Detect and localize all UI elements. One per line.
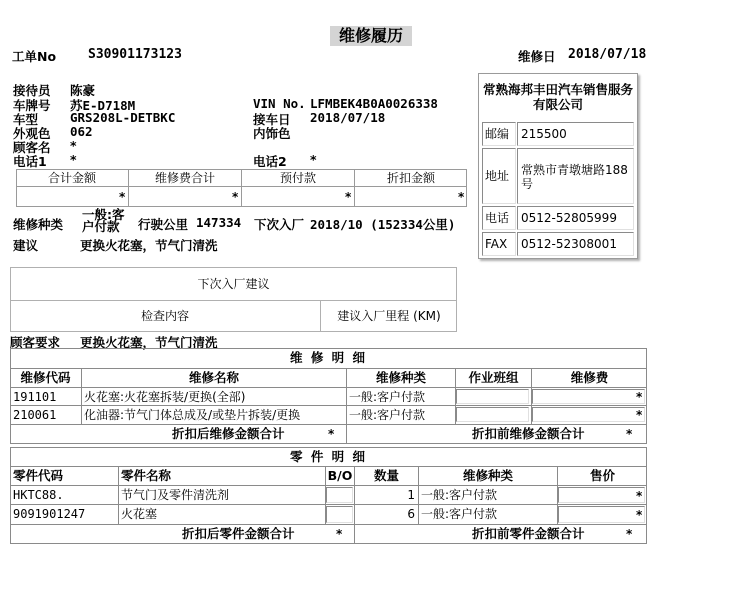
- repair-total-after-label: 折扣后维修金额合计: [172, 426, 285, 441]
- repair-col-code: 维修代码: [20, 370, 71, 385]
- receiver-label: 接待员: [13, 83, 51, 98]
- tel-label: 电话: [485, 211, 510, 225]
- zip-value: 215500: [521, 127, 567, 141]
- mileage-label: 行驶公里: [138, 217, 189, 232]
- repair-row-2-name: 化油器:节气门体总成及/或垫片拆装/更换: [84, 408, 301, 422]
- dealer-name: 常熟海邦丰田汽车销售服务有限公司: [482, 82, 633, 112]
- model-value: GRS208L-DETBKC: [70, 110, 176, 125]
- tel-value: 0512-52805999: [521, 211, 617, 225]
- customer-value: *: [70, 138, 77, 153]
- advice-label: 建议: [13, 238, 39, 253]
- next-visit-value: 2018/10 (152334公里): [310, 217, 456, 232]
- date-label: 维修日: [518, 49, 556, 64]
- sum-value-discount: *: [458, 190, 465, 204]
- phone2-label: 电话2: [253, 154, 287, 169]
- order-label: 工单No: [12, 49, 57, 64]
- repair-row-1-type: 一般:客户付款: [349, 390, 426, 404]
- parts-table-title: 零 件 明 细: [289, 449, 368, 464]
- parts-row-2-price: *: [636, 508, 643, 522]
- parts-row-1-qty: 1: [407, 488, 415, 502]
- fax-value: 0512-52308001: [521, 237, 617, 251]
- repair-col-type: 维修种类: [375, 370, 426, 385]
- phone1-value: *: [70, 152, 77, 167]
- parts-row-1-name: 节气门及零件清洗剂: [121, 488, 230, 502]
- addr-label: 地址: [485, 169, 510, 183]
- next-visit-label: 下次入厂: [254, 217, 305, 232]
- phone1-label: 电话1: [13, 154, 47, 169]
- parts-row-1-type: 一般:客户付款: [421, 488, 498, 502]
- customer-label: 顾客名: [13, 140, 51, 155]
- sum-header-total: 合计金额: [47, 171, 96, 185]
- service-type-label: 维修种类: [13, 217, 64, 232]
- advice-value: 更换火花塞，节气门清洗: [80, 238, 218, 253]
- parts-col-code: 零件代码: [13, 468, 64, 483]
- repair-row-2-code: 210061: [13, 408, 57, 422]
- sum-header-prepay: 预付款: [279, 171, 316, 185]
- parts-col-price: 售价: [589, 468, 615, 483]
- page-title: 维修履历: [330, 26, 412, 46]
- sum-value-repair: *: [232, 190, 239, 204]
- interior-label: 内饰色: [253, 126, 291, 141]
- repair-row-1-code: 191101: [13, 390, 57, 404]
- sum-value-total: *: [119, 190, 126, 204]
- customer-request-value: 更换火花塞，节气门清洗: [80, 335, 218, 350]
- parts-row-2-code: 9091901247: [13, 507, 86, 521]
- parts-col-type: 维修种类: [462, 468, 513, 483]
- repair-total-before-label: 折扣前维修金额合计: [472, 426, 585, 441]
- parts-row-1-code: HKTC88.: [13, 488, 64, 502]
- model-label: 车型: [13, 112, 39, 127]
- repair-row-1-fee: *: [636, 390, 643, 404]
- color-value: 062: [70, 124, 93, 139]
- sum-value-prepay: *: [345, 190, 352, 204]
- repair-date: 2018/07/18: [568, 47, 647, 62]
- color-label: 外观色: [13, 126, 51, 141]
- vin-label: VIN No.: [253, 96, 306, 111]
- repair-col-name: 维修名称: [188, 370, 239, 385]
- parts-total-after-label: 折扣后零件金额合计: [182, 526, 295, 541]
- repair-col-team: 作业班组: [468, 370, 519, 385]
- phone2-value: *: [310, 152, 317, 167]
- parts-col-bo: B/O: [327, 468, 353, 483]
- parts-total-after-value: *: [336, 527, 343, 541]
- parts-total-before-label: 折扣前零件金额合计: [472, 526, 585, 541]
- parts-row-2-qty: 6: [407, 507, 415, 521]
- parts-row-2-type: 一般:客户付款: [421, 507, 498, 521]
- sum-header-discount: 折扣金额: [386, 171, 435, 185]
- parts-row-1-price: *: [636, 489, 643, 503]
- parts-col-qty: 数量: [373, 468, 399, 483]
- repair-total-before-value: *: [626, 427, 633, 441]
- next-visit-title: 下次入厂建议: [197, 277, 270, 291]
- parts-col-name: 零件名称: [121, 468, 172, 483]
- repair-total-after-value: *: [328, 427, 335, 441]
- receiver-value: 陈豪: [70, 83, 96, 98]
- repair-col-fee: 维修费: [570, 370, 609, 385]
- receive-date-value: 2018/07/18: [310, 110, 386, 125]
- addr-value: 常熟市青墩塘路188号: [521, 163, 628, 191]
- parts-row-2-name: 火花塞: [121, 507, 158, 521]
- fax-label: FAX: [485, 237, 508, 251]
- plate-label: 车牌号: [13, 98, 51, 113]
- zip-label: 邮编: [485, 127, 510, 141]
- repair-table-title: 维 修 明 细: [289, 350, 368, 365]
- mileage-value: 147334: [196, 215, 242, 230]
- repair-row-2-type: 一般:客户付款: [349, 408, 426, 422]
- sum-header-repair: 维修费合计: [154, 171, 215, 185]
- check-content-label: 检查内容: [140, 309, 189, 323]
- suggest-mileage-label: 建议入厂里程 (KM): [337, 309, 441, 323]
- receive-date-label: 接车日: [253, 112, 291, 127]
- order-no: S30901173123: [88, 47, 182, 62]
- service-type-value: 一般:客户付款: [82, 207, 125, 234]
- repair-row-1-name: 火花塞:火花塞拆装/更换(全部): [84, 390, 246, 404]
- plate-value: 苏E-D718M: [70, 98, 136, 113]
- customer-request-label: 顾客要求: [10, 335, 61, 350]
- vin-value: LFMBEK4B0A0026338: [310, 96, 438, 111]
- repair-row-2-fee: *: [636, 408, 643, 422]
- parts-total-before-value: *: [626, 527, 633, 541]
